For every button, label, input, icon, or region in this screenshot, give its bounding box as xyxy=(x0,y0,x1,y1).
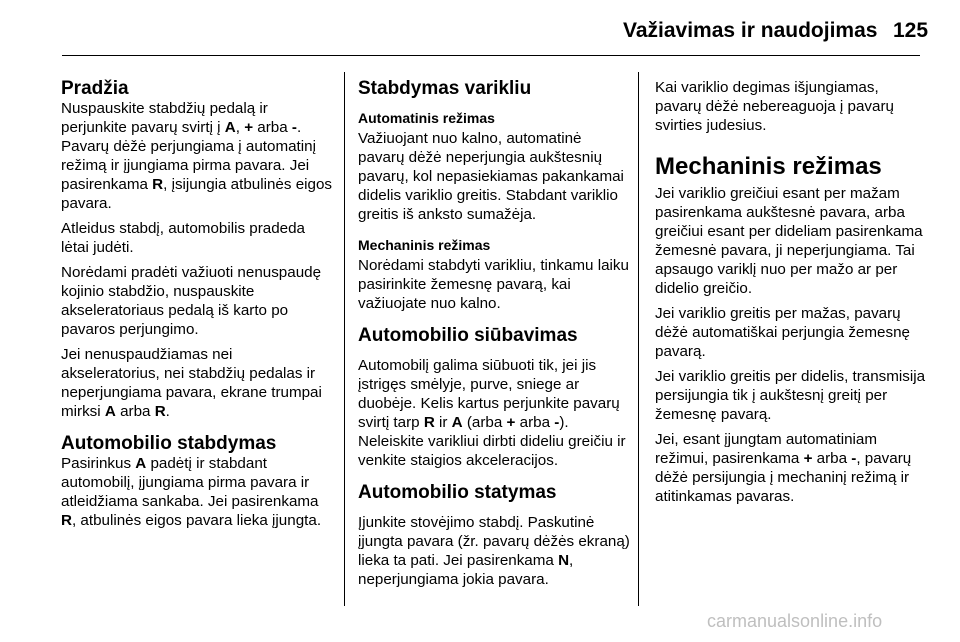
text-run: ). Neleiskite varikliui dirbti dideliu greičiu ir venkite staigios akceleracijos. xyxy=(358,414,626,469)
emphasis-symbol: R xyxy=(423,414,435,431)
text-column-3 xyxy=(655,78,927,512)
body-paragraph xyxy=(61,454,335,530)
body-paragraph xyxy=(358,256,631,313)
body-paragraph xyxy=(61,219,335,257)
text-run: Kai variklio degimas išjungiamas, pavarų dėžė nebereaguoja į pavarų svirties judesius. xyxy=(655,79,894,134)
text-run: arba xyxy=(253,119,292,136)
body-paragraph xyxy=(358,356,631,470)
text-run: Įjunkite stovėjimo stabdį. Paskutinė įjungta pavara (žr. pavarų dėžės ekraną) lieka ta pati. Jei pasirenkama xyxy=(358,514,630,569)
body-paragraph xyxy=(358,129,631,224)
emphasis-symbol: + xyxy=(244,119,254,136)
text-run: arba xyxy=(812,450,852,467)
text-run: . xyxy=(165,403,170,420)
page-header-title: Važiavimas ir naudojimas xyxy=(623,19,878,42)
text-run: Norėdami pradėti važiuoti nenuspaudę kojinio stabdžio, nuspauskite akseleratoriaus pedalą iš karto po pavaros perjungimo. xyxy=(61,264,322,338)
section-heading: Stabdymas varikliu xyxy=(358,78,532,99)
emphasis-symbol: R xyxy=(61,512,72,529)
emphasis-symbol: A xyxy=(104,403,116,420)
emphasis-symbol: - xyxy=(554,414,560,431)
text-run: , atbulinės eigos pavara lieka įjungta. xyxy=(71,512,322,529)
emphasis-symbol: A xyxy=(451,414,463,431)
text-run: Jei variklio greitis per mažas, pavarų dėžė automatiškai perjungia žemesnę pavarą. xyxy=(655,305,910,360)
text-run: Jei variklio greičiui esant per mažam pasirenkama aukštesnė pavara, arba greičiui esant per dideliam pasirenkama žemesnė pavara, ji neperjungiama. Tai apsaugo variklį nuo per mažo ar per didelio greičio. xyxy=(655,185,923,297)
text-run: Norėdami stabdyti varikliu, tinkamu laiku pasirinkite žemesnę pavarą, kai važiuojate nuo kalno. xyxy=(358,257,629,312)
site-watermark: carmanualsonline.info xyxy=(707,611,883,631)
body-paragraph xyxy=(61,263,335,339)
emphasis-symbol: N xyxy=(558,552,570,569)
body-paragraph xyxy=(61,99,335,213)
text-run: Jei nenuspaudžiamas nei akseleratorius, nei stabdžių pedalas ir neperjungiama pavara, ekrane trumpai mirksi xyxy=(61,346,322,420)
column-divider-2 xyxy=(638,72,639,606)
body-paragraph xyxy=(61,345,335,421)
section-heading: Mechaninis režimas xyxy=(655,153,882,180)
subsection-heading: Mechaninis režimas xyxy=(358,237,491,253)
text-run: Nuspauskite stabdžių pedalą ir perjunkite pavarų svirtį į xyxy=(61,100,268,136)
emphasis-symbol: R xyxy=(152,176,164,193)
text-run: Atleidus stabdį, automobilis pradeda lėtai judėti. xyxy=(61,220,305,256)
emphasis-symbol: A xyxy=(224,119,236,136)
body-paragraph xyxy=(655,184,927,298)
body-paragraph xyxy=(655,430,927,506)
text-run: , neperjungiama jokia pavara. xyxy=(358,552,574,588)
text-run: Pasirinkus xyxy=(61,455,136,472)
text-run: padėtį ir stabdant automobilį, įjungiama pirma pavara ir atleidžiama sankaba. Jei pasirenkama xyxy=(61,455,319,510)
text-run: Jei, esant įjungtam automatiniam režimui, pasirenkama xyxy=(655,431,878,467)
text-run: . Pavarų dėžė perjungiama į automatinį režimą ir įjungiama pirma pavara. Jei pasirenkama xyxy=(61,119,316,193)
body-paragraph xyxy=(655,304,927,361)
text-run: (arba xyxy=(462,414,507,431)
subsection-heading: Automatinis režimas xyxy=(358,110,495,126)
text-run: , pavarų dėžė persijungia į mechaninį režimą ir atitinkamas pavaras. xyxy=(655,450,912,505)
section-heading: Automobilio siūbavimas xyxy=(358,325,578,346)
section-heading: Automobilio stabdymas xyxy=(61,433,277,454)
emphasis-symbol: - xyxy=(851,450,857,467)
text-run: arba xyxy=(515,414,555,431)
page-number: 125 xyxy=(893,19,929,42)
text-run: Automobilį galima siūbuoti tik, jei jis įstrigęs smėlyje, purve, sniege ar duobėje. Kelis kartus perjunkite pavarų svirtį tarp xyxy=(358,357,620,431)
section-heading: Automobilio statymas xyxy=(358,482,557,503)
text-column-2 xyxy=(358,78,631,595)
text-run: Važiuojant nuo kalno, automatinė pavarų dėžė neperjungia aukštesnių pavarų, kol nepasiekiamas pakankamai didelis variklio greitis. Stabdant variklio greitis iš anksto sumažėja. xyxy=(358,130,624,223)
column-divider-1 xyxy=(344,72,345,606)
text-run: , xyxy=(235,119,245,136)
section-heading: Pradžia xyxy=(61,78,129,99)
text-run: Jei variklio greitis per didelis, transmisija persijungia tik į aukštesnį greitį per žemesnę pavarą. xyxy=(655,368,926,423)
body-paragraph xyxy=(655,367,927,424)
emphasis-symbol: R xyxy=(154,403,166,420)
text-run: , įsijungia atbulinės eigos pavara. xyxy=(61,176,332,212)
text-column-1 xyxy=(61,78,335,536)
body-paragraph xyxy=(655,78,927,135)
text-run: ir xyxy=(434,414,452,431)
emphasis-symbol: + xyxy=(803,450,813,467)
body-paragraph xyxy=(358,513,631,589)
text-run: arba xyxy=(115,403,155,420)
emphasis-symbol: + xyxy=(506,414,516,431)
emphasis-symbol: A xyxy=(135,455,147,472)
header-divider xyxy=(62,55,920,56)
emphasis-symbol: - xyxy=(291,119,297,136)
